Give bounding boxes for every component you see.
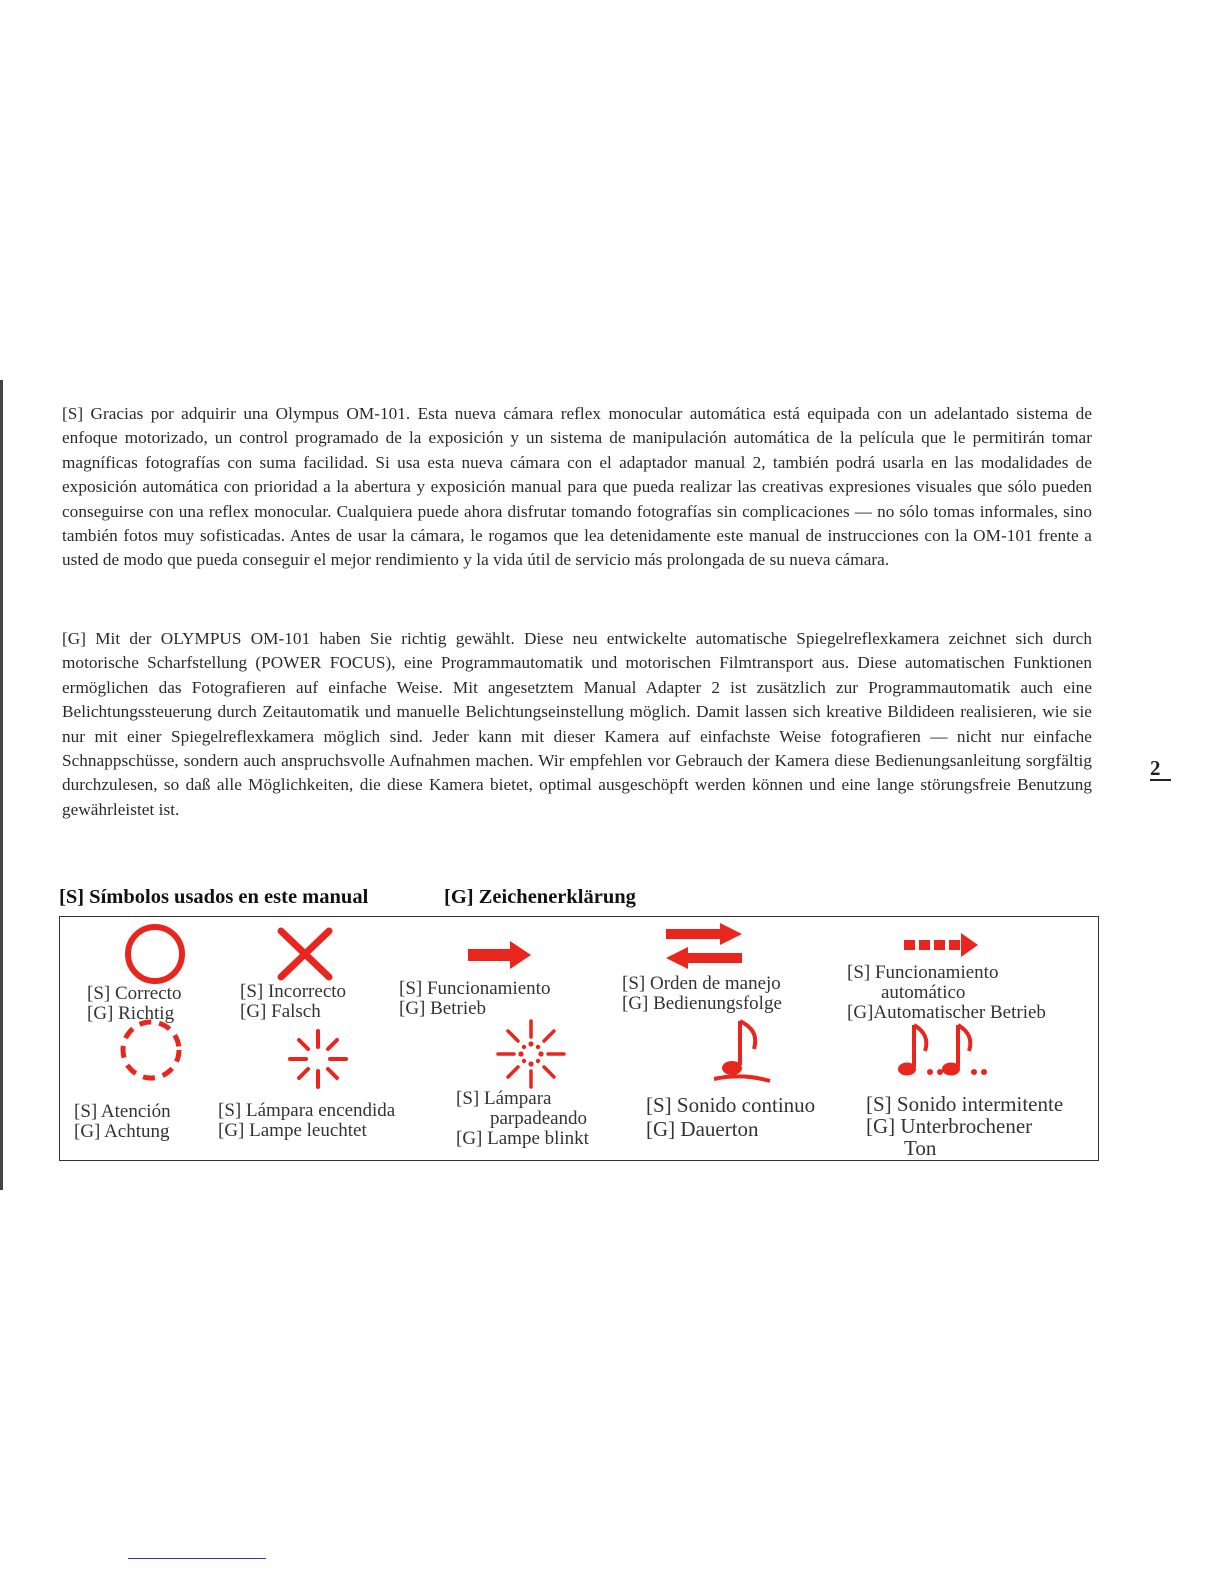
legend-item-intermittent-sound: [S] Sonido intermitente [G] Unterbrochener Ton: [866, 1092, 1064, 1160]
lamp-lit-icon: [286, 1027, 350, 1091]
note-intermittent-icon: [896, 1015, 996, 1083]
legend-heading-german: [G] Zeichenerklärung: [444, 886, 636, 908]
page-number: 2: [1150, 757, 1171, 781]
arrow-right-icon: [468, 941, 532, 969]
legend-item-attention: [S] Atención [G] Achtung: [74, 1101, 171, 1142]
legend-item-lamp-blinking: [S] Lámpara parpadeando [G] Lampe blinkt: [456, 1088, 589, 1149]
intro-paragraph-spanish: [S] Gracias por adquirir una Olympus OM-101. Esta nueva cámara reflex monocular automática está equipada con un adelantado sistema de enfoque motorizado, un control programado de la exposición y un sistema de manipulación automática de la película que le permitirán tomar magníficas fotografías con suma facilidad. Si usa esta nueva cámara con el adaptador manual 2, también podrá usarla en las modalidades de exposición automática con prioridad a la abertura y exposición manual para que pueda realizar las creativas expresiones visuales que sólo pueden conseguirse con una reflex monocular. Cualquiera puede ahora disfrutar tomando fotografías sin complicaciones — no sólo tomas informales, sino también fotos muy sofisticadas. Antes de usar la cámara, le rogamos que lea detenidamente este manual de instrucciones con la OM-101 frente a usted de modo que pueda conseguir el mejor rendimiento y la vida útil de servicio más prolongada de su nueva cámara.: [62, 404, 1092, 570]
page-edge-shadow: [0, 380, 3, 1190]
legend-heading: [59, 886, 636, 909]
footer-rule: [128, 1558, 266, 1559]
dashed-circle-icon: [114, 1015, 188, 1085]
legend-item-incorrect: [S] Incorrecto [G] Falsch: [240, 981, 347, 1022]
legend-item-automatic-operation: [S] Funcionamiento automático [G]Automatischer Betrieb: [847, 962, 1046, 1023]
legend-item-operating-order: [S] Orden de manejo [G] Bedienungsfolge: [622, 973, 782, 1014]
dotted-arrow-icon: [904, 933, 980, 957]
intro-paragraph-german: [G] Mit der OLYMPUS OM-101 haben Sie richtig gewählt. Diese neu entwickelte automatische Spiegelreflexkamera zeichnet sich durch motorische Scharfstellung (POWER FOCUS), eine Programmautomatik und motorischen Filmtransport aus. Diese automatischen Funktionen ermöglichen das Fotografieren auf einfache Weise. Mit angesetztem Manual Adapter 2 ist zusätzlich zur Programmautomatik auch eine Belichtungssteuerung durch Zeitautomatik und manuelle Belichtungseinstellung möglich. Damit lassen sich kreative Bildideen realisieren, wie sie nur mit einer Spiegelreflexkamera möglich sind. Jeder kann mit dieser Kamera auf einfachste Weise fotografieren — nicht nur einfache Schnappschüsse, sondern auch anspruchsvolle Aufnahmen machen. Wir empfehlen vor Gebrauch der Kamera diese Bedienungsanleitung sorgfältig durchzulesen, so daß alle Möglichkeiten, die diese Kamera bietet, optimal ausgeschöpft werden können und eine lange störungsfreie Benutzung gewährleistet ist.: [62, 629, 1092, 819]
legend-item-correct: [S] Correcto [G] Richtig: [87, 983, 182, 1024]
legend-heading-spanish: [S] Símbolos usados en este manual: [59, 886, 369, 908]
note-continuous-icon: [712, 1013, 776, 1091]
double-arrow-icon: [664, 923, 744, 969]
legend-item-continuous-sound: [S] Sonido continuo [G] Dauerton: [646, 1093, 816, 1141]
circle-icon: [122, 923, 188, 985]
cross-icon: [276, 927, 334, 981]
symbol-legend-box: [59, 916, 1099, 1161]
legend-item-lamp-lit: [S] Lámpara encendida [G] Lampe leuchtet: [218, 1100, 396, 1141]
legend-item-operation: [S] Funcionamiento [G] Betrieb: [399, 978, 551, 1019]
lamp-blink-icon: [494, 1017, 568, 1091]
